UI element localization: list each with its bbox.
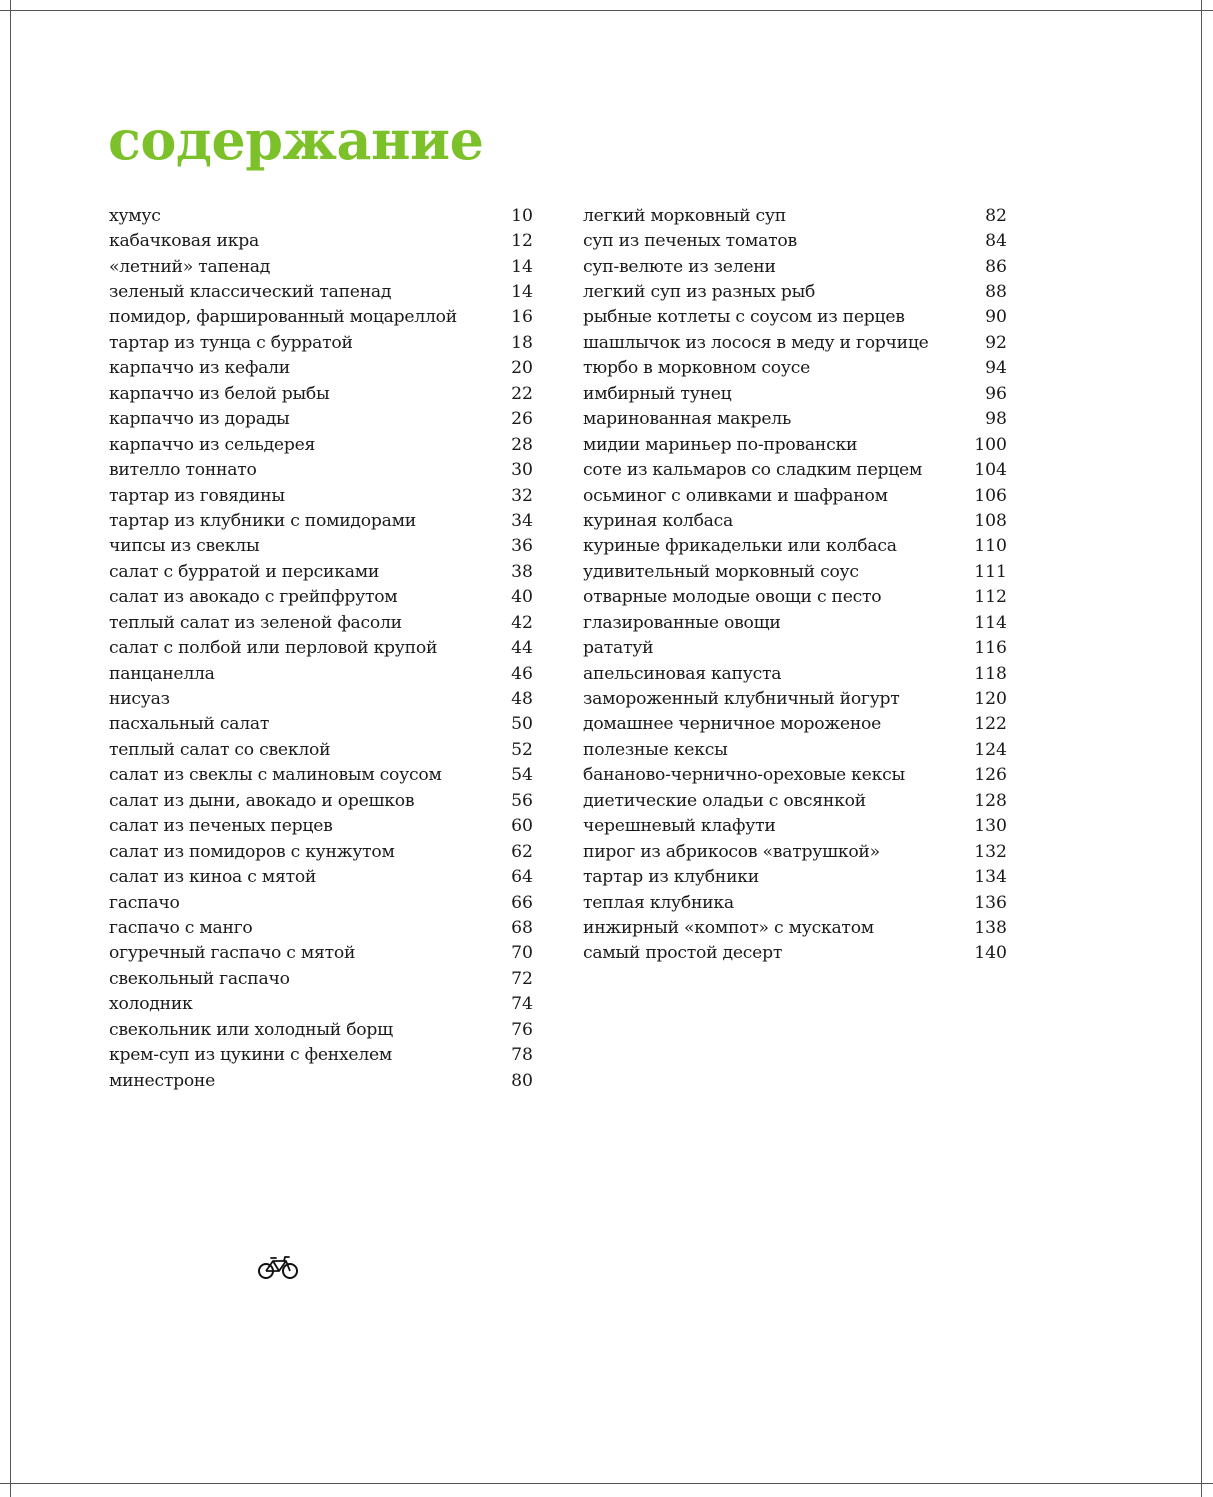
- toc-entry: [583, 356, 1007, 381]
- toc-entry-title: тартар из клубники с помидорами: [109, 510, 416, 531]
- toc-entry-title: карпаччо из белой рыбы: [109, 383, 330, 404]
- toc-entry-title: куриная колбаса: [583, 510, 734, 531]
- toc-entry: [109, 839, 533, 864]
- toc-entry: [109, 534, 533, 559]
- toc-entry-page: 38: [511, 561, 533, 582]
- toc-entry-title: легкий морковный суп: [583, 205, 786, 226]
- toc-entry-title: маринованная макрель: [583, 409, 792, 430]
- toc-entry: [109, 1042, 533, 1067]
- toc-entry: [583, 508, 1007, 533]
- toc-entry-title: вителло тоннато: [109, 460, 257, 481]
- toc-entry-title: осьминог с оливками и шафраном: [583, 485, 888, 506]
- toc-entry-title: теплый салат со свеклой: [109, 739, 331, 760]
- toc-entry: [109, 661, 533, 686]
- toc-entry-page: 28: [511, 434, 533, 455]
- toc-entry-title: черешневый клафути: [583, 816, 776, 837]
- toc-entry-page: 78: [511, 1045, 533, 1066]
- toc-entry-title: минестроне: [109, 1070, 216, 1091]
- toc-entry-page: 138: [974, 917, 1007, 938]
- toc-entry-page: 124: [974, 739, 1007, 760]
- toc-entry-page: 64: [511, 867, 533, 888]
- toc-entry: [109, 203, 533, 228]
- toc-entry: [583, 915, 1007, 940]
- toc-entry: [109, 559, 533, 584]
- toc-entry: [583, 610, 1007, 635]
- toc-entry-title: суп из печеных томатов: [583, 231, 797, 252]
- toc-entry-title: салат с бурратой и персиками: [109, 561, 380, 582]
- toc-entry-title: помидор, фаршированный моцареллой: [109, 307, 457, 328]
- toc-entry: [109, 457, 533, 482]
- toc-entry-page: 82: [985, 205, 1007, 226]
- toc-entry-page: 90: [985, 307, 1007, 328]
- toc-entry: [583, 254, 1007, 279]
- crop-mark-bottom-right-h: [1202, 1483, 1213, 1484]
- toc-entry: [109, 279, 533, 304]
- bicycle-icon: [258, 1254, 298, 1280]
- toc-entry: [109, 712, 533, 737]
- toc-entry-page: 32: [511, 485, 533, 506]
- toc-entry-title: имбирный тунец: [583, 383, 732, 404]
- crop-mark-top-left-v: [10, 0, 11, 10]
- toc-entry-page: 16: [511, 307, 533, 328]
- toc-entry: [583, 661, 1007, 686]
- toc-entry: [583, 534, 1007, 559]
- toc-entry-title: тартар из тунца с бурратой: [109, 332, 353, 353]
- toc-entry-page: 94: [985, 358, 1007, 379]
- toc-entry-title: огуречный гаспачо с мятой: [109, 943, 356, 964]
- toc-entry: [583, 228, 1007, 253]
- toc-entry-page: 18: [511, 332, 533, 353]
- toc-entry: [583, 279, 1007, 304]
- toc-entry-page: 26: [511, 409, 533, 430]
- toc-entry-title: свекольник или холодный борщ: [109, 1019, 393, 1040]
- toc-column-right: [583, 203, 1007, 966]
- toc-entry-page: 74: [511, 994, 533, 1015]
- toc-entry-page: 118: [974, 663, 1007, 684]
- toc-entry-page: 54: [511, 765, 533, 786]
- toc-entry: [109, 635, 533, 660]
- toc-entry-page: 100: [974, 434, 1007, 455]
- toc-entry: [583, 203, 1007, 228]
- toc-entry-page: 40: [511, 587, 533, 608]
- toc-entry: [109, 890, 533, 915]
- toc-entry-page: 122: [974, 714, 1007, 735]
- toc-entry: [109, 915, 533, 940]
- toc-entry: [583, 864, 1007, 889]
- toc-entry: [109, 483, 533, 508]
- toc-entry: [109, 610, 533, 635]
- toc-entry-title: отварные молодые овощи с песто: [583, 587, 882, 608]
- toc-entry: [583, 686, 1007, 711]
- toc-entry: [583, 305, 1007, 330]
- toc-entry-page: 62: [511, 841, 533, 862]
- toc-entry-page: 108: [974, 510, 1007, 531]
- toc-entry-title: удивительный морковный соус: [583, 561, 859, 582]
- toc-entry-page: 14: [511, 256, 533, 277]
- toc-entry-page: 111: [974, 561, 1007, 582]
- toc-entry-title: гаспачо: [109, 892, 180, 913]
- crop-mark-bottom-right-v: [1201, 1484, 1202, 1497]
- toc-entry-title: апельсиновая капуста: [583, 663, 782, 684]
- toc-entry: [109, 864, 533, 889]
- toc-entry-title: салат с полбой или перловой крупой: [109, 638, 438, 659]
- toc-entry: [583, 788, 1007, 813]
- toc-entry-page: 60: [511, 816, 533, 837]
- toc-entry: [109, 381, 533, 406]
- toc-entry: [109, 356, 533, 381]
- toc-entry-page: 120: [974, 689, 1007, 710]
- toc-entry-title: кабачковая икра: [109, 231, 259, 252]
- toc-entry-title: тартар из клубники: [583, 867, 760, 888]
- toc-entry-title: самый простой десерт: [583, 943, 783, 964]
- toc-entry: [109, 305, 533, 330]
- toc-entry: [109, 585, 533, 610]
- toc-entry-page: 80: [511, 1070, 533, 1091]
- toc-entry-page: 52: [511, 739, 533, 760]
- toc-entry-title: свекольный гаспачо: [109, 968, 290, 989]
- toc-entry-page: 14: [511, 282, 533, 303]
- toc-entry-title: панцанелла: [109, 663, 215, 684]
- toc-entry-title: тартар из говядины: [109, 485, 285, 506]
- toc-entry: [109, 330, 533, 355]
- crop-mark-top-right-h: [1202, 10, 1213, 11]
- toc-entry-title: полезные кексы: [583, 739, 728, 760]
- toc-entry: [583, 814, 1007, 839]
- toc-entry-title: чипсы из свеклы: [109, 536, 260, 557]
- toc-entry-page: 130: [974, 816, 1007, 837]
- toc-entry-page: 72: [511, 968, 533, 989]
- toc-entry: [109, 788, 533, 813]
- toc-entry-title: тюрбо в морковном соусе: [583, 358, 811, 379]
- toc-entry-page: 56: [511, 790, 533, 811]
- page-title: содержание: [108, 108, 484, 172]
- toc-entry-title: замороженный клубничный йогурт: [583, 689, 900, 710]
- toc-entry-title: салат из киноа с мятой: [109, 867, 317, 888]
- toc-entry-title: легкий суп из разных рыб: [583, 282, 816, 303]
- toc-entry-page: 126: [974, 765, 1007, 786]
- toc-entry-title: салат из авокадо с грейпфрутом: [109, 587, 398, 608]
- toc-entry-page: 50: [511, 714, 533, 735]
- toc-entry-title: карпаччо из кефали: [109, 358, 291, 379]
- toc-entry-page: 68: [511, 917, 533, 938]
- toc-entry-title: диетические оладьи с овсянкой: [583, 790, 866, 811]
- toc-entry-page: 20: [511, 358, 533, 379]
- toc-entry-title: бананово-чернично-ореховые кексы: [583, 765, 905, 786]
- toc-entry: [583, 712, 1007, 737]
- toc-entry-page: 134: [974, 867, 1007, 888]
- toc-entry-title: шашлычок из лосося в меду и горчице: [583, 332, 929, 353]
- toc-entry-title: мидии мариньер по-провански: [583, 434, 858, 455]
- crop-mark-bottom-left-h: [0, 1483, 10, 1484]
- toc-entry-title: пасхальный салат: [109, 714, 270, 735]
- toc-entry: [109, 992, 533, 1017]
- toc-entry-title: глазированные овощи: [583, 612, 781, 633]
- crop-mark-top-left-h: [0, 10, 10, 11]
- toc-entry: [583, 381, 1007, 406]
- toc-entry-title: «летний» тапенад: [109, 256, 271, 277]
- toc-entry-page: 106: [974, 485, 1007, 506]
- toc-entry-page: 36: [511, 536, 533, 557]
- toc-entry-page: 48: [511, 689, 533, 710]
- toc-entry: [109, 814, 533, 839]
- toc-entry-page: 12: [511, 231, 533, 252]
- toc-entry-title: инжирный «компот» с мускатом: [583, 917, 874, 938]
- toc-entry-page: 70: [511, 943, 533, 964]
- toc-entry-title: карпаччо из сельдерея: [109, 434, 316, 455]
- toc-entry: [583, 407, 1007, 432]
- toc-entry: [109, 254, 533, 279]
- toc-entry: [109, 941, 533, 966]
- toc-entry-page: 96: [985, 383, 1007, 404]
- toc-entry-title: рататуй: [583, 638, 654, 659]
- toc-entry-title: салат из свеклы с малиновым соусом: [109, 765, 442, 786]
- toc-entry-page: 42: [511, 612, 533, 633]
- toc-entry: [583, 941, 1007, 966]
- toc-entry-page: 128: [974, 790, 1007, 811]
- toc-entry-page: 104: [974, 460, 1007, 481]
- toc-entry-page: 34: [511, 510, 533, 531]
- toc-entry-page: 112: [974, 587, 1007, 608]
- toc-entry: [109, 508, 533, 533]
- toc-entry-title: салат из дыни, авокадо и орешков: [109, 790, 415, 811]
- toc-entry-page: 116: [974, 638, 1007, 659]
- toc-entry-page: 66: [511, 892, 533, 913]
- toc-entry-title: куриные фрикадельки или колбаса: [583, 536, 897, 557]
- toc-entry-title: пирог из абрикосов «ватрушкой»: [583, 841, 880, 862]
- toc-entry: [109, 1017, 533, 1042]
- toc-entry-title: крем-суп из цукини с фенхелем: [109, 1045, 393, 1066]
- toc-entry-page: 132: [974, 841, 1007, 862]
- toc-entry-page: 114: [974, 612, 1007, 633]
- toc-entry-title: суп-велюте из зелени: [583, 256, 776, 277]
- toc-entry: [583, 559, 1007, 584]
- toc-entry: [109, 686, 533, 711]
- toc-entry: [583, 635, 1007, 660]
- toc-entry-title: хумус: [109, 205, 161, 226]
- toc-entry-title: соте из кальмаров со сладким перцем: [583, 460, 923, 481]
- toc-entry-page: 88: [985, 282, 1007, 303]
- crop-mark-bottom-left-v: [10, 1484, 11, 1497]
- toc-entry: [583, 839, 1007, 864]
- toc-entry: [109, 763, 533, 788]
- toc-entry-page: 98: [985, 409, 1007, 430]
- toc-entry-page: 84: [985, 231, 1007, 252]
- toc-entry-page: 22: [511, 383, 533, 404]
- toc-entry: [583, 432, 1007, 457]
- toc-entry-title: карпаччо из дорады: [109, 409, 290, 430]
- toc-entry-title: холодник: [109, 994, 193, 1015]
- toc-entry: [583, 483, 1007, 508]
- toc-entry-page: 46: [511, 663, 533, 684]
- toc-entry: [109, 966, 533, 991]
- toc-column-left: [109, 203, 533, 1093]
- toc-entry-title: салат из помидоров с кунжутом: [109, 841, 395, 862]
- crop-mark-top-right-v: [1201, 0, 1202, 10]
- toc-entry-page: 10: [511, 205, 533, 226]
- toc-entry-title: теплый салат из зеленой фасоли: [109, 612, 402, 633]
- toc-entry-title: рыбные котлеты с соусом из перцев: [583, 307, 905, 328]
- toc-entry-page: 76: [511, 1019, 533, 1040]
- toc-entry: [583, 585, 1007, 610]
- toc-entry: [109, 1068, 533, 1093]
- toc-entry-title: домашнее черничное мороженое: [583, 714, 882, 735]
- toc-entry-title: салат из печеных перцев: [109, 816, 333, 837]
- toc-entry: [583, 457, 1007, 482]
- toc-entry-page: 136: [974, 892, 1007, 913]
- toc-entry: [109, 737, 533, 762]
- toc-entry: [109, 407, 533, 432]
- toc-entry-title: гаспачо с манго: [109, 917, 253, 938]
- toc-entry: [583, 737, 1007, 762]
- toc-entry-page: 86: [985, 256, 1007, 277]
- toc-entry-title: нисуаз: [109, 689, 170, 710]
- toc-entry: [109, 432, 533, 457]
- toc-entry-title: теплая клубника: [583, 892, 734, 913]
- toc-entry-page: 44: [511, 638, 533, 659]
- toc-entry-page: 140: [974, 943, 1007, 964]
- toc-entry-page: 30: [511, 460, 533, 481]
- toc-entry: [583, 763, 1007, 788]
- toc-entry-title: зеленый классический тапенад: [109, 282, 392, 303]
- toc-entry: [583, 330, 1007, 355]
- toc-entry: [109, 228, 533, 253]
- toc-entry-page: 110: [974, 536, 1007, 557]
- toc-entry: [583, 890, 1007, 915]
- toc-entry-page: 92: [985, 332, 1007, 353]
